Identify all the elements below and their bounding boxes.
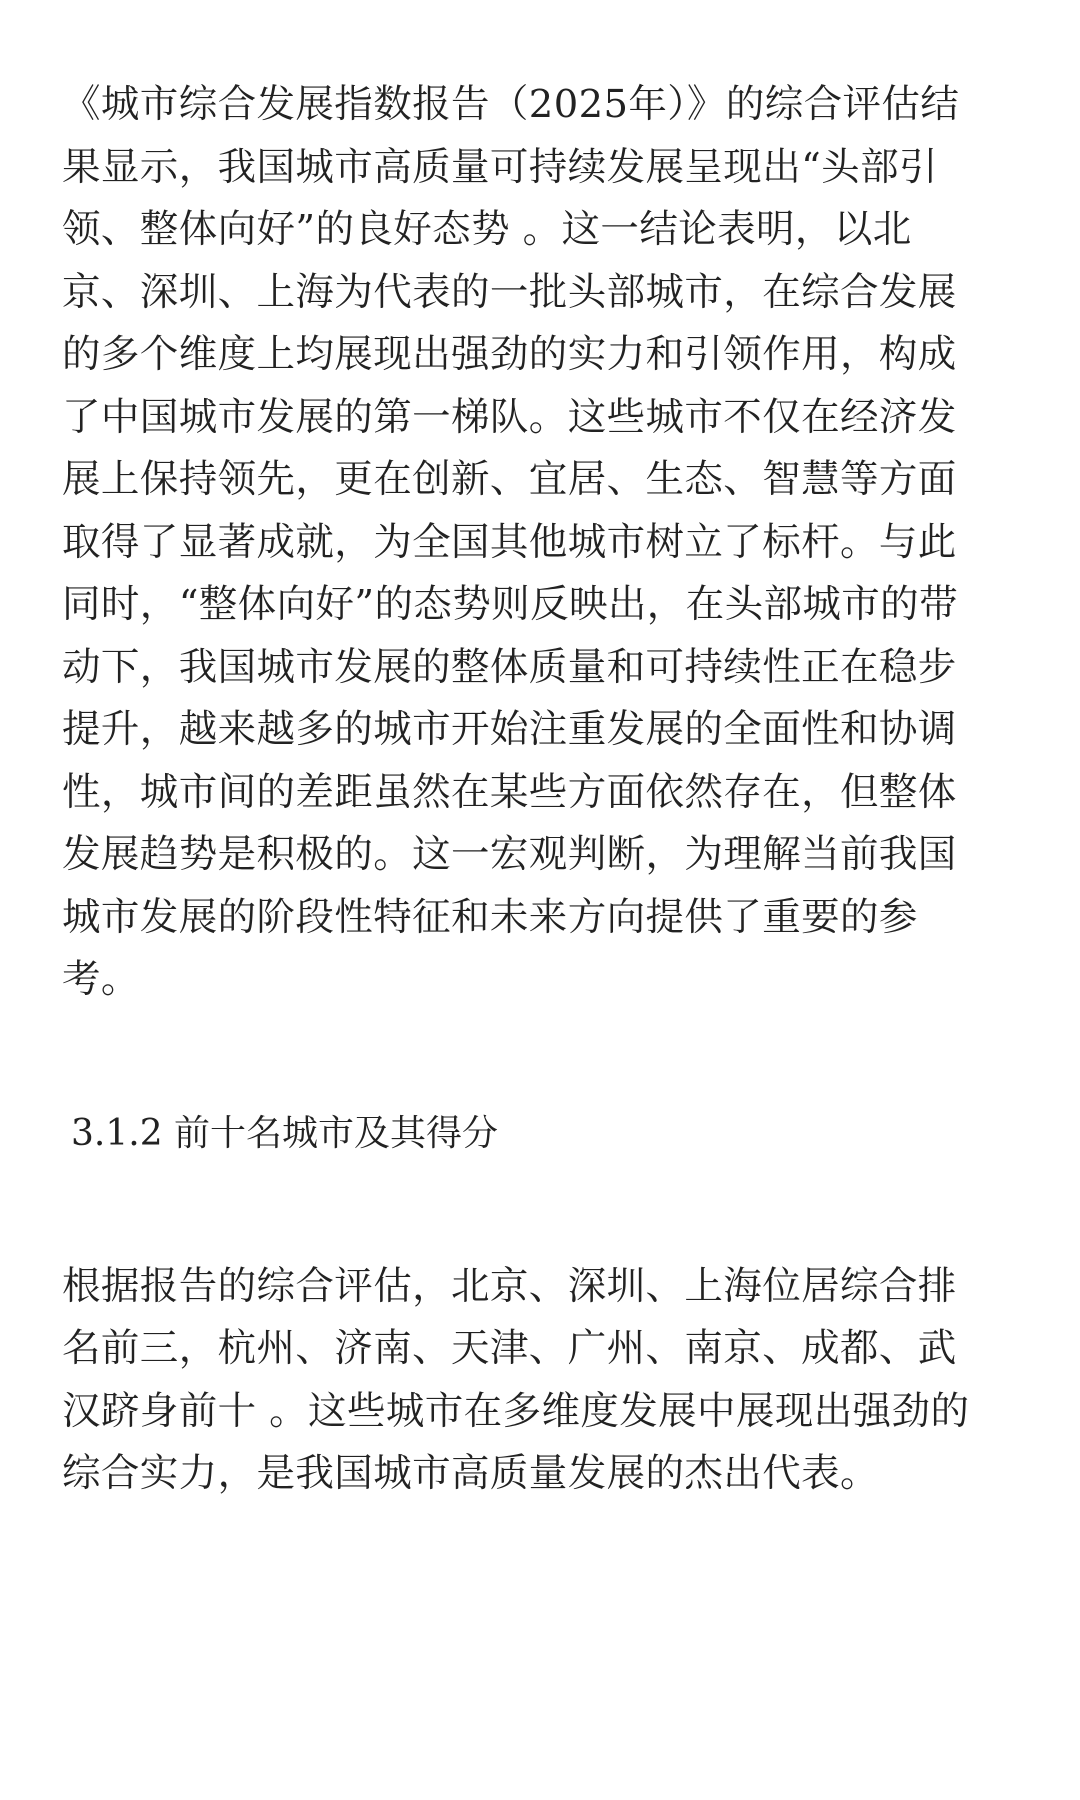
section-heading: 3.1.2 前十名城市及其得分 [71,1112,499,1154]
paragraph-top-ten-cities: 根据报告的综合评估，北京、深圳、上海位居综合排 名前三，杭州、济南、天津、广州、南京、成都、武 汉跻身前十 。这些城市在多维度发展中展现出强劲的 综合实力，是我国城市高质量发展的杰出代表。 [62,1263,970,1496]
paragraph-overall-assessment: 《城市综合发展指数报告（2025年）》的综合评估结 果显示，我国城市高质量可持续发展呈现出“头部引 领、整体向好”的良好态势 。这一结论表明，以北 京、深圳、上海为代表的一批头部城市，在综合发展 的多个维度上均展现出强劲的实力和引领作用，构成 了中国城市发展的第一梯队。这些城市不仅在经济发 展上保持领先，更在创新、宜居、生态、智慧等方面 取得了显著成就，为全国其他城市树立了标杆。与此 同时，“整体向好”的态势则反映出，在头部城市的带 动下，我国城市发展的整体质量和可持续性正在稳步 提升，越来越多的城市开始注重发展的全面性和协调 性，城市间的差距虽然在某些方面依然存在，但整体 发展趋势是积极的。这一宏观判断，为理解当前我国 城市发展的阶段性特征和未来方向提供了重要的参 考。 [62,82,960,1002]
